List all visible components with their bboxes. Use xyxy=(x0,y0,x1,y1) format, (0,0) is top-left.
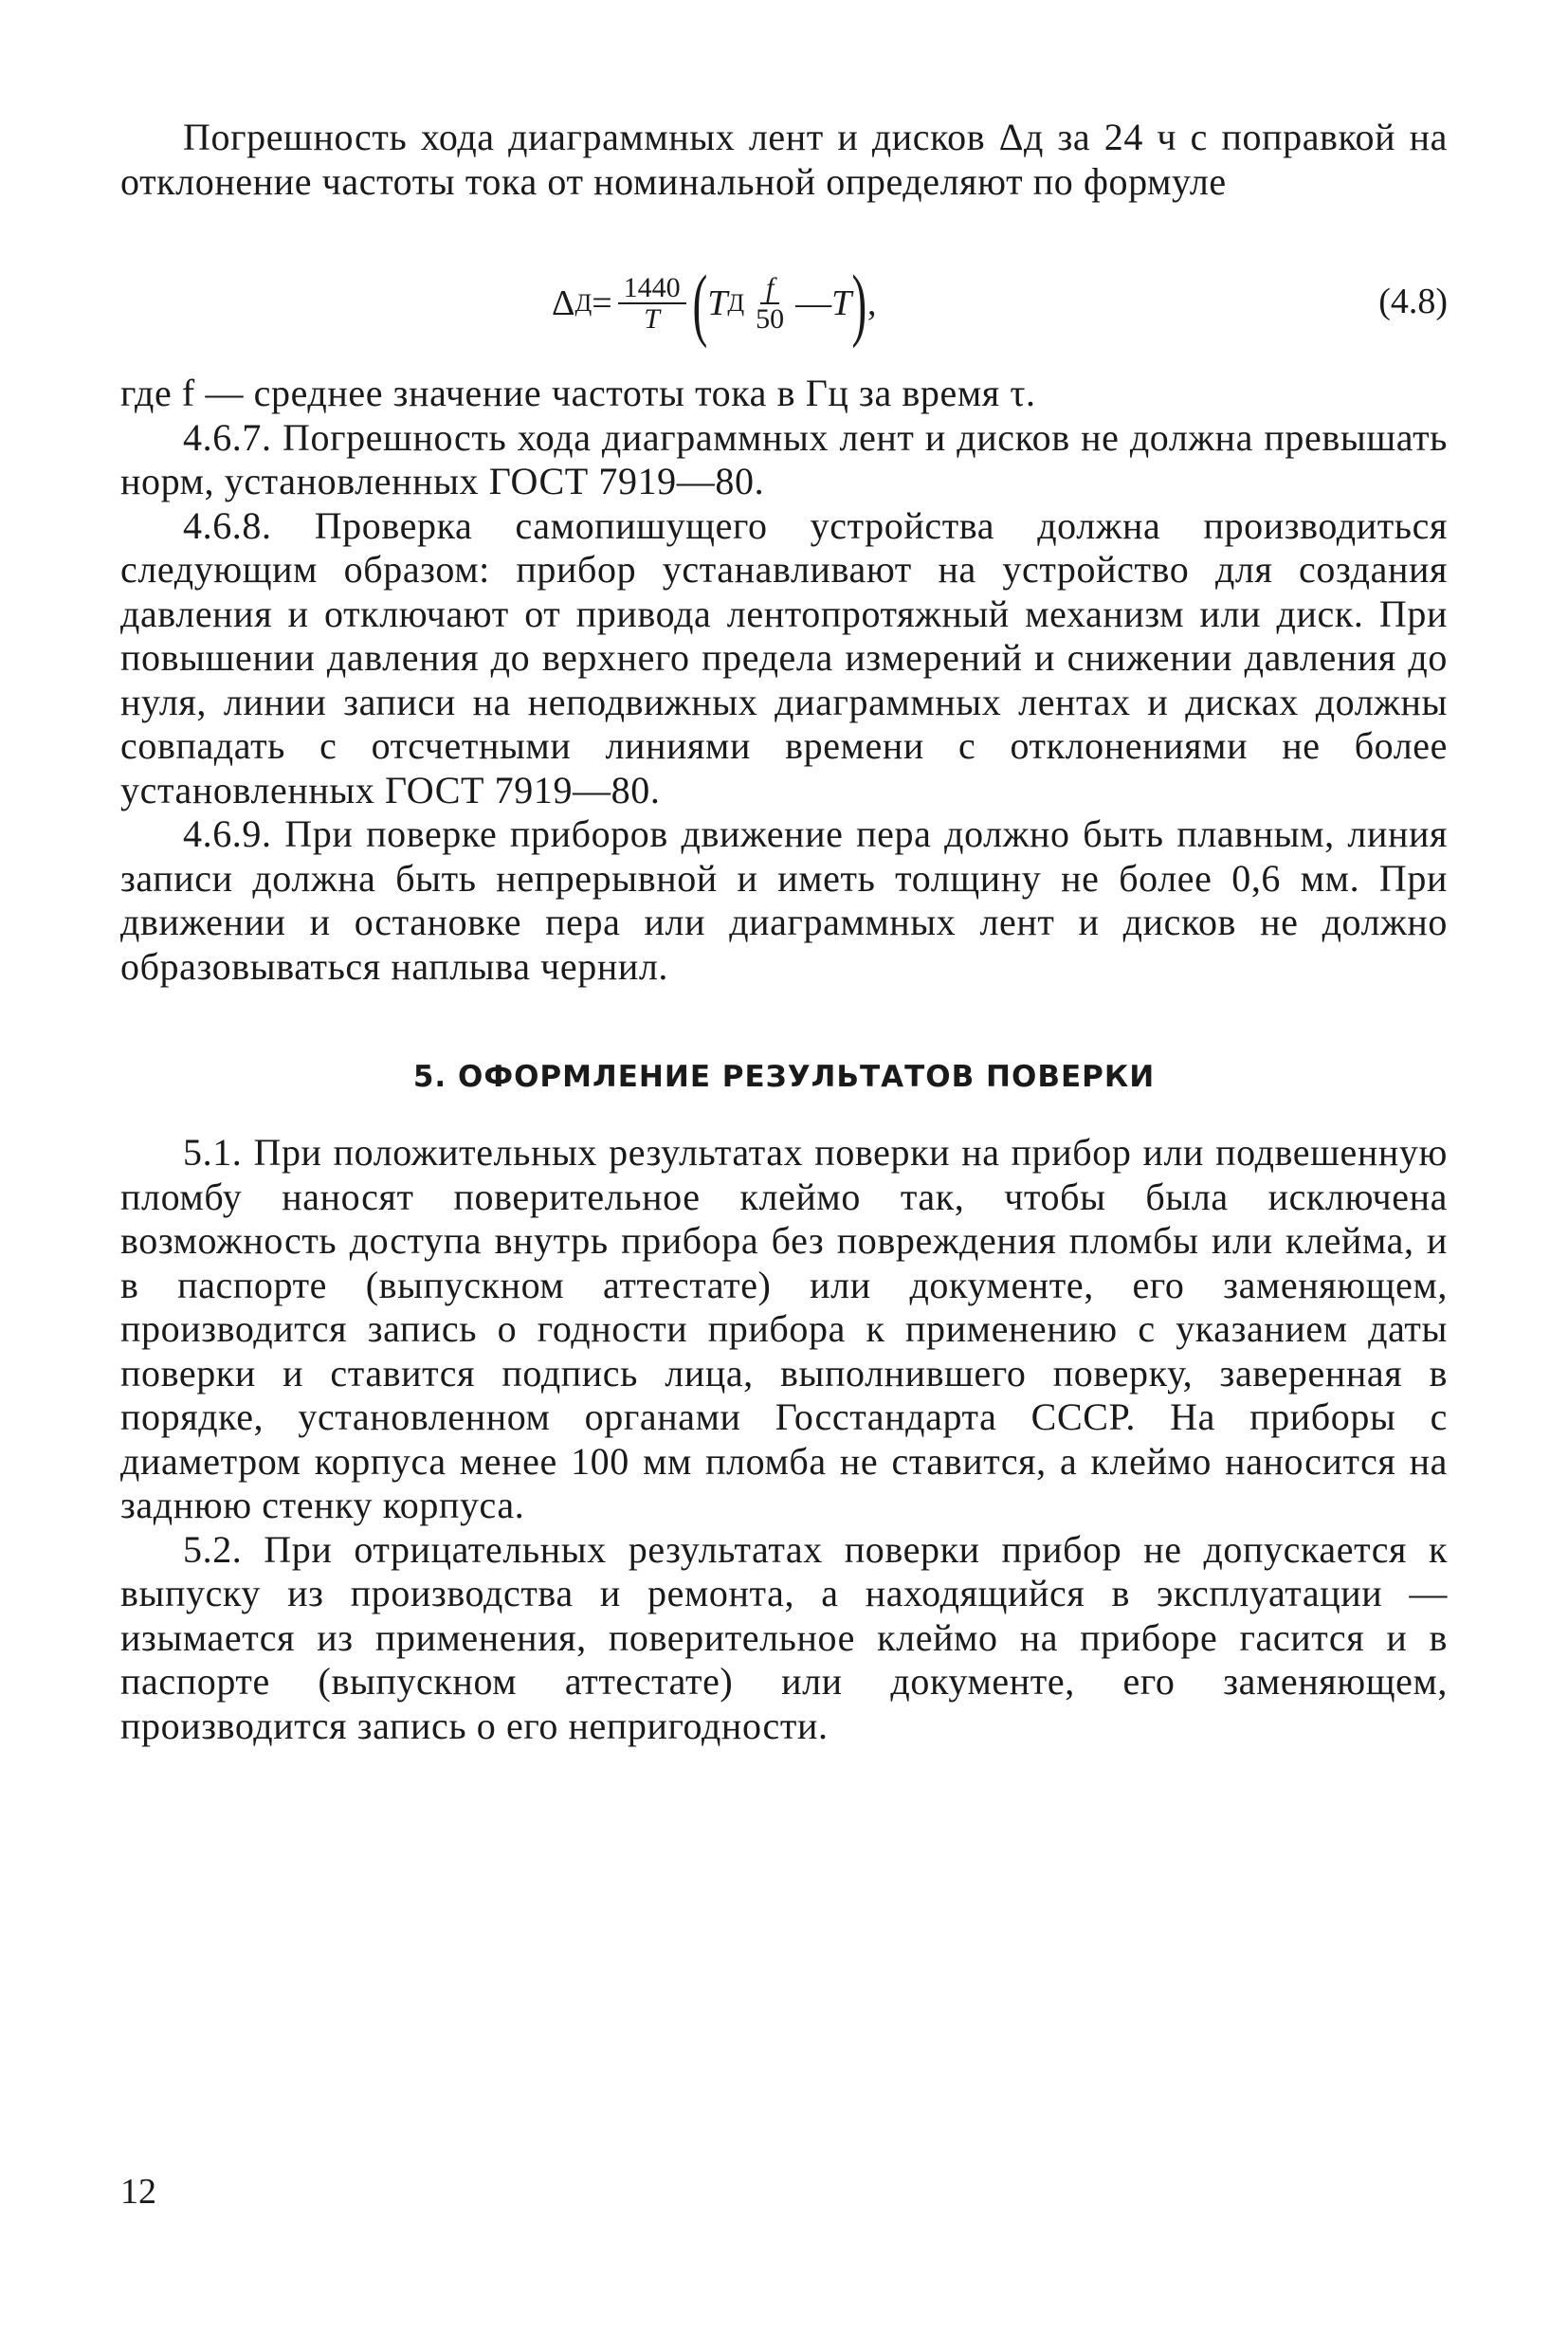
formula-row xyxy=(120,256,1448,351)
formula-t-symbol: T xyxy=(707,283,728,323)
paragraph-4-6-8: 4.6.8. Проверка самопишущего устройства должна производиться следующим образом: прибор устанавливают на устройство для создания давления и отключают от привода лентопротяжный механизм или диск. При повышении давления до верхнего предела измерений и снижении давления до нуля, линии записи на неподвижных диаграммных лентах и дисках должны совпадать с отсчетными линиями времени с отклонениями не более установленных ГОСТ 7919—80. xyxy=(120,503,1448,811)
paragraph-5-2: 5.2. При отрицательных результатах поверки прибор не допускается к выпуску из производства и ремонта, а находящийся в эксплуатации — изымается из применения, поверительное клеймо на приборе гасится и в паспорте (выпускном аттестате) или документе, его заменяющем, производится запись о его непригодности. xyxy=(120,1527,1448,1747)
page-number: 12 xyxy=(120,2172,156,2212)
section-4-block xyxy=(120,372,1448,989)
where-line: где f — среднее значение частоты тока в Гц за время τ. xyxy=(120,372,1036,414)
formula-equals: = xyxy=(592,283,612,323)
fraction-numerator: f xyxy=(760,273,779,305)
formula-lhs: Δ xyxy=(552,283,575,323)
paragraph-4-6-9: 4.6.9. При поверке приборов движение пера должно быть плавным, линия записи должна быть непрерывной и иметь толщину не более 0,6 мм. При движении и остановке пера или диаграммных лент и дисков не должно образовываться наплыва чернил. xyxy=(120,812,1448,988)
fraction-f-50 xyxy=(750,273,790,335)
paragraph-5-1: 5.1. При положительных результатах поверки на прибор или подвешенную пломбу наносят поверительное клеймо так, чтобы была исключена возможность доступа внутрь прибора без повреждения пломбы или клейма, и в паспорте (выпускном аттестате) или документе, его заменяющем, производится запись о годности прибора к применению с указанием даты поверки и ставится подпись лица, выполнившего поверку, заверенная в порядке, установленном органами Госстандарта СССР. На приборы с диаметром корпуса менее 100 мм пломба не ставится, а клеймо наносится на заднюю стенку корпуса. xyxy=(120,1131,1448,1526)
section-5-block xyxy=(120,1131,1448,1748)
formula-comma: , xyxy=(866,283,877,323)
paragraph-4-6-7: 4.6.7. Погрешность хода диаграммных лент и дисков не должна превышать норм, установленных ГОСТ 7919—80. xyxy=(120,415,1448,502)
fraction-numerator: 1440 xyxy=(618,273,686,305)
formula xyxy=(552,256,876,351)
formula-minus: — xyxy=(795,283,832,323)
equation-number: (4.8) xyxy=(1378,282,1448,321)
close-paren: ) xyxy=(851,258,867,349)
fraction-denominator: T xyxy=(644,303,660,335)
open-paren: ( xyxy=(692,258,707,349)
intro-block xyxy=(120,116,1448,204)
formula-t-sub: Д xyxy=(727,289,745,317)
fraction-1440-t xyxy=(618,273,686,335)
fraction-denominator: 50 xyxy=(756,303,785,335)
formula-t-end: T xyxy=(831,283,852,323)
formula-lhs-sub: Д xyxy=(574,289,593,317)
section-5-heading: 5. ОФОРМЛЕНИЕ РЕЗУЛЬТАТОВ ПОВЕРКИ xyxy=(412,1060,1156,1094)
intro-paragraph: Погрешность хода диаграммных лент и дисков Δд за 24 ч с поправкой на отклонение частоты тока от номинальной определяют по формуле xyxy=(120,116,1448,203)
